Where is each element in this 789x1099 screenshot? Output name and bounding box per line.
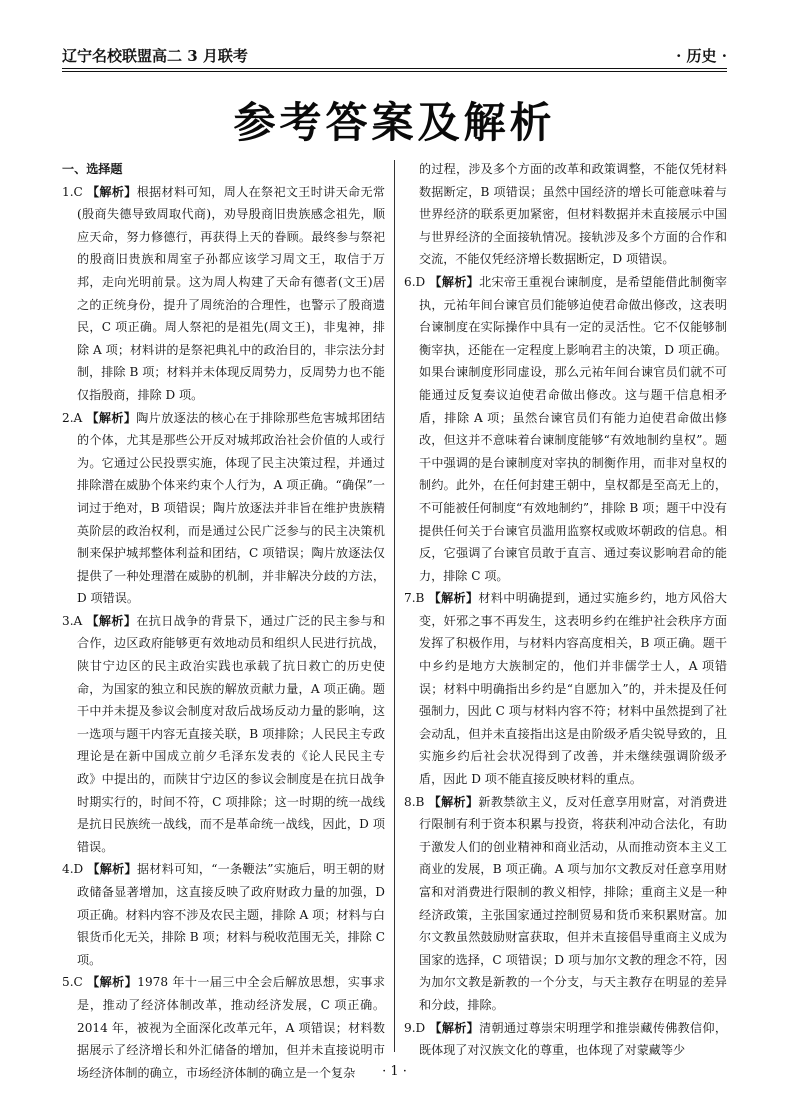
page-number: · 1 · — [382, 1064, 407, 1079]
answer-text: 根据材料可知，周人在祭祀文王时讲天命无常(殷商失德导致周取代商)，劝导殷商旧贵族感念祖先，顺应天命，努力修德行，再获得上天的眷顾。最终参与祭祀的殷商旧贵族和周室子孙都应该学习周文王，取信于万邦，走向光明前景。这为周人构建了天命有德者(文王)居之的正统身份，提升了周统治的合理性，也警示了殷商遗民，C 项正确。周人祭祀的是祖先(周文王)，非鬼神，排除 A 项；材料讲的是祭祀典礼中的政治目的，非宗法分封制，排除 B 项；材料并未体现反周势力，反周势力也不能仅指殷商，排除 D 项。 — [77, 184, 385, 402]
answer-number: 6.D — [404, 274, 426, 289]
answer-text: 新教禁欲主义，反对任意享用财富，对消费进行限制有利于资本积累与投资，将获利冲动合法化，有助于激发人们的创业精神和商业活动，从而推动资本主义工商业的发展，B 项正确。A 项与加尔文教反对任意享用财富和对消费进行限制的教义相悖，排除；重商主义是一种经济政策，主张国家通过控制贸易和货币来积累财富。加尔文教虽然鼓励财富获取，但并未直接倡导重商主义成为国家的选择，C 项错误；D 项与加尔文教的理念不符，因为加尔文教是新教的一个分支，与天主教存在明显的差异和分歧，排除。 — [419, 794, 727, 1012]
answer-text: 陶片放逐法的核心在于排除那些危害城邦团结的个体，尤其是那些公开反对城邦政治社会价值的人或行为。它通过公民投票实施，体现了民主决策过程，并通过排除潜在威胁个体来约束个人行为，A 项正确。“确保”一词过于绝对，B 项错误；陶片放逐法并非旨在维护贵族精英阶层的政治权利，而是通过公民广泛参与的民主决策机制来保护城邦整体利益和团结，C 项错误；陶片放逐法仅提供了一种处理潜在威胁的机制，并非解决分歧的方法，D 项错误。 — [77, 410, 385, 606]
analysis-tag: 【解析】 — [429, 274, 480, 289]
header-rule-thin — [62, 71, 727, 72]
left-column — [62, 158, 385, 1084]
answer-text: 在抗日战争的背景下，通过广泛的民主参与和合作，边区政府能够更有效地动员和组织人民进行抗战，陕甘宁边区的民主政治实践也承载了抗日救亡的历史使命，为国家的独立和民族的解放贡献力量，A 项正确。题干中并未提及参议会制度对敌后战场反动力量的影响，这一选项与题干内容无直接关联，B 项排除；人民民主专政理论是在新中国成立前夕毛泽东发表的《论人民民主专政》中提出的，而陕甘宁边区的参议会制度是在抗日战争时期实行的，时间不符，C 项排除；这一时期的统一战线是抗日民族统一战线，而不是革命统一战线，因此，D 项错误。 — [77, 613, 385, 854]
header-exam-name: 辽宁名校联盟高二 3 月联考 — [62, 47, 248, 65]
analysis-tag: 【解析】 — [428, 591, 479, 606]
answer-number: 7.B — [404, 591, 425, 606]
answer-item — [404, 1017, 727, 1062]
analysis-tag: 【解析】 — [86, 410, 137, 425]
section-heading: 一、选择题 — [62, 162, 123, 176]
answer-item — [62, 610, 385, 859]
column-divider — [394, 160, 395, 1052]
answer-item — [404, 791, 727, 1017]
answer-item — [404, 271, 727, 587]
answer-number: 8.B — [404, 794, 425, 809]
answer-item — [62, 858, 385, 971]
answer-text: 1978 年十一届三中全会后解放思想，实事求是，推动了经济体制改革，推动经济发展，C 项正确。2014 年，被视为全面深化改革元年，A 项错误；材料数据展示了经济增长和外汇储备的增加，但并未直接说明市场经济体制的确立，市场经济体制的确立是一个复杂 — [77, 975, 385, 1080]
answer-number: 9.D — [404, 1020, 426, 1035]
answer-item — [404, 158, 727, 271]
answer-text: 的过程，涉及多个方面的改革和政策调整，不能仅凭材料数据断定，B 项错误；虽然中国经济的增长可能意味着与世界经济的联系更加紧密，但材料数据并未直接展示中国与世界经济的全面接轨情况。接轨涉及多个方面的合作和交流，不能仅凭经济增长数据断定，D 项错误。 — [419, 162, 727, 267]
analysis-tag: 【解析】 — [429, 1020, 480, 1035]
answer-text: 北宋帝王重视台谏制度，是希望能借此制衡宰执，元祐年间台谏官员们能够迫使君命做出修改，这表明台谏制度在实际操作中具有一定的灵活性。它不仅能够制衡宰执，还能在一定程度上影响君主的决策，D 项正确。如果台谏制度形同虚设，那么元祐年间台谏官员们就不可能通过反复奏议迫使君命做出修改。这与题干信息相矛盾，排除 A 项；虽然台谏官员们有能力迫使君命做出修改，但这并不意味着台谏制度能够“有效地制约皇权”。题干中强调的是台谏制度对宰执的制衡作用，而非对皇权的制约。此外，在任何封建王朝中，皇权都是至高无上的，不可能被任何制度“有效地制约”，排除 B 项；题干中没有提供任何关于台谏官员滥用监察权或败坏朝政的信息。相反，它强调了台谏官员敢于直言、通过奏议影响君命的能力，排除 C 项。 — [419, 274, 727, 583]
analysis-tag: 【解析】 — [87, 975, 138, 990]
analysis-tag: 【解析】 — [428, 794, 479, 809]
analysis-tag: 【解析】 — [86, 613, 137, 628]
answer-item — [62, 181, 385, 407]
analysis-tag: 【解析】 — [87, 862, 137, 877]
answer-number: 1.C — [62, 184, 83, 199]
answer-item — [62, 407, 385, 610]
answer-text: 清朝通过尊崇宋明理学和推崇藏传佛教信仰，既体现了对汉族文化的尊重，也体现了对蒙藏等少 — [419, 1020, 727, 1058]
page-title: 参考答案及解析 — [233, 98, 556, 147]
answer-item — [404, 587, 727, 790]
header-rule-thick — [62, 68, 727, 69]
analysis-tag: 【解析】 — [86, 184, 137, 199]
answer-text: 据材料可知，“一条鞭法”实施后，明王朝的财政储备显著增加，这直接反映了政府财政力量的加强，D 项正确。材料内容不涉及农民主题，排除 A 项；材料与白银货币化无关，排除 B 项；材料与税收范围无关，排除 C 项。 — [77, 862, 385, 967]
page-header — [62, 40, 727, 66]
answer-number: 5.C — [62, 975, 83, 990]
right-column — [404, 158, 727, 1062]
answer-number: 3.A — [62, 613, 83, 628]
answer-text: 材料中明确提到，通过实施乡约，地方风俗大变，奸邪之事不再发生，这表明乡约在维护社会秩序方面发挥了积极作用，与材料内容高度相关，B 项正确。题干中乡约是地方大族制定的，他们并非儒学士人，A 项错误；材料中明确指出乡约是“自愿加入”的，并未提及任何强制力，因此 C 项与材料内容不符；材料中虽然提到了社会动乱，但并未直接指出这是由阶级矛盾尖锐导致的，且实施乡约后社会状况得到了改善，并未继续强调阶级矛盾，因此 D 项不能直接反映材料的重点。 — [419, 591, 727, 787]
answer-number: 4.D — [62, 862, 84, 877]
header-subject: · 历史 · — [676, 47, 727, 65]
answer-number: 2.A — [62, 410, 83, 425]
